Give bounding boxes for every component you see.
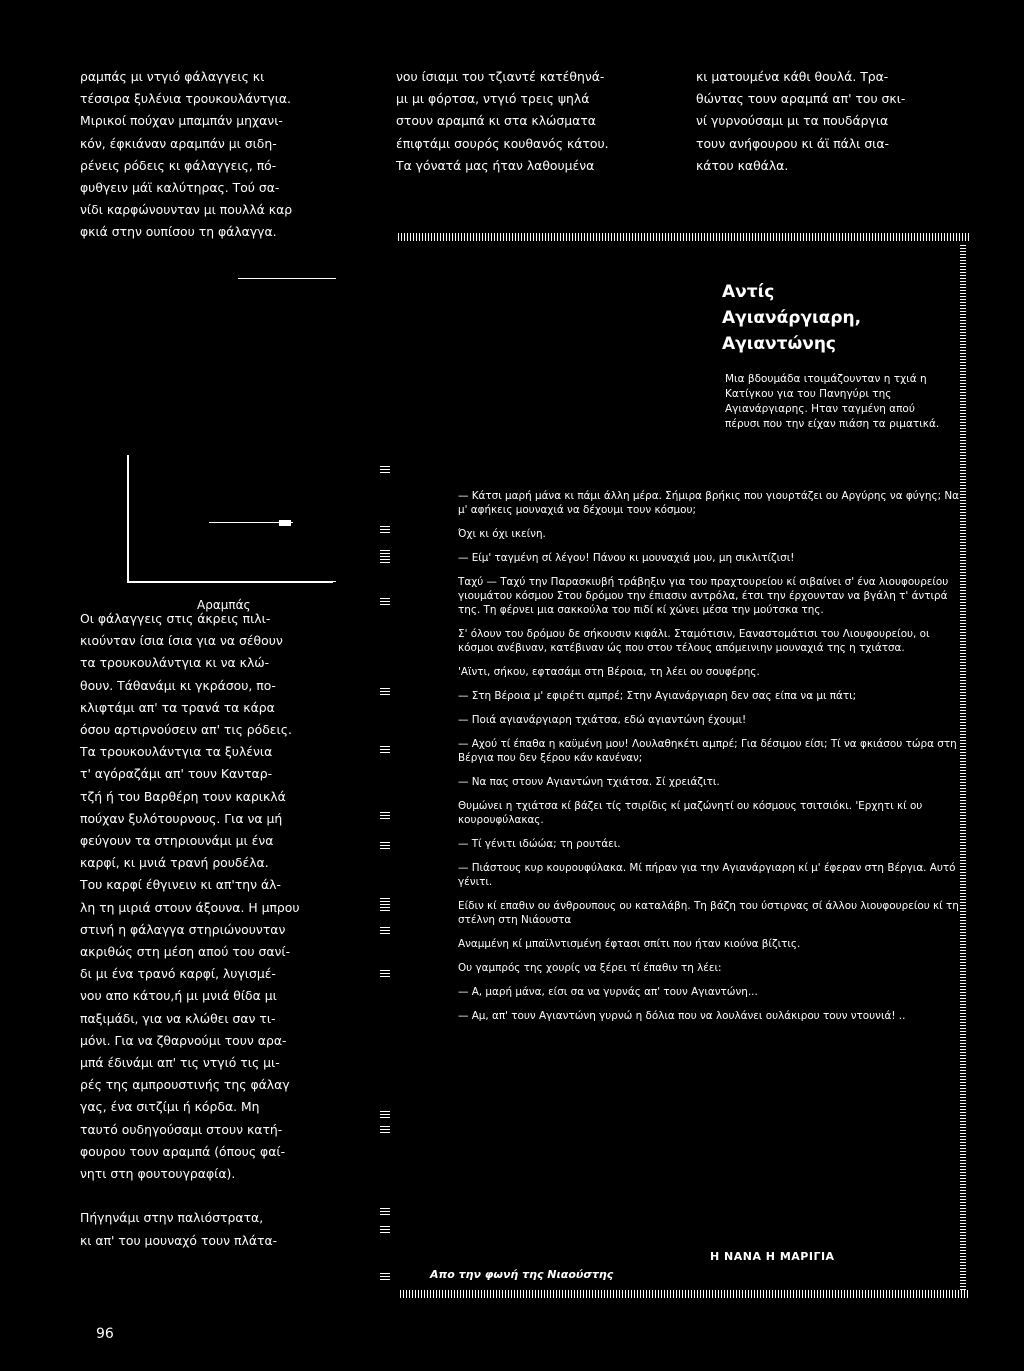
text-line: νητι στη φουτουγραφία). [80, 1166, 236, 1182]
text-line: νί γυρνούσαμι μι τα πουδάργια [696, 113, 889, 129]
text-line: μόνι. Για να ζθαρνούμι τουν αρα- [80, 1032, 287, 1048]
text-line: τζή ή του Βαρθέρη τουν καρικλά [80, 788, 286, 804]
text-line: κλιφτάμι απ' τα τρανά τα κάρα [80, 699, 275, 715]
text-line: φεύγουν τα στηριουνάμι μι ένα [80, 833, 274, 849]
column-mark [380, 746, 390, 754]
story-body [458, 489, 960, 1033]
story-paragraph: Ταχύ — Ταχύ την Παρασκιυβή τράβηξιν για του πραχτουρείου κί σιβαίνει σ' ένα λιουφουρείου γιουμάτου κόσμου Στου δρόμου την έπιασιν αντρόλα, έτσι την έρχουνταν να βγάλη τ' άντιρά της. Τη φέρνει μια σακκούλα του πιδί κί χώνει μέσα την μούτσκα της. [458, 576, 949, 616]
text-line: δι μι ένα τρανό καρφί, λυγισμέ- [80, 966, 276, 982]
column-mark [380, 1273, 390, 1281]
bottom-decorative-rule [400, 1290, 968, 1298]
text-line: κιούνταν ίσια ίσια για να σέθουν [80, 633, 283, 649]
column-mark [380, 812, 390, 820]
story-paragraph: Θυμώνει η τχιάτσα κί βάζει τίς τσιρίδις κί μαζώνητί ου κόσμους τσιτσιόκι. 'Ερχητι κί ου κουρουφύλακας. [458, 800, 923, 826]
text-line: κάτου καθάλα. [696, 157, 789, 173]
story-paragraph: — Να πας στουν Αγιαντώνη τχιάτσα. Σί χρειάζιτι. [458, 776, 720, 788]
text-line: θουν. Τάθανάμι κι γκράσου, πο- [80, 677, 276, 693]
text-line: φουρου τουν αραμπά (όπους φαί- [80, 1143, 286, 1159]
story-paragraph: — Αχού τί έπαθα η καϋμένη μου! Λουλαθηκέτι αμπρέ; Για δέσιμου είσι; Τί να φκιάσου τώρα στη Βέργια που δεν ξέρου κάν κανέναν; [458, 738, 957, 764]
column-mark [380, 927, 390, 935]
story-paragraph: 'Αϊντι, σήκου, εφτασάμι στη Βέροια, τη λέει ου σουφέρης. [458, 666, 760, 678]
text-line: στινή η φάλαγγα στηριώνουνταν [80, 921, 286, 937]
caption-rule [238, 581, 336, 582]
story-paragraph: — Είμ' ταγμένη σί λέγου! Πάνου κι μουναχιά μου, μη σικλιτίζισι! [458, 552, 795, 564]
text-line: ακριθώς στη μέση απού του σανί- [80, 944, 291, 960]
text-line: Πήγηνάμι στην παλιόστρατα, [80, 1210, 264, 1226]
story-paragraph: — Αμ, απ' τουν Αγιαντώνη γυρνώ η δόλια που να λουλάνει ουλάκιρου τουν ντουνιά! .. [458, 1010, 906, 1022]
text-line: μι μι φόρτσα, ντγιό τρεις ψηλά [396, 91, 590, 107]
text-line: λη τη μιριά στουν άξουνα. Η μπρου [80, 899, 300, 915]
frame-right-border [960, 245, 966, 1290]
text-line: καρφί, κι μνιά τρανή ρουδέλα. [80, 855, 269, 871]
text-line: ταυτό ουδηγούσαμι στουν κατή- [80, 1121, 283, 1137]
photo-arampas [127, 455, 374, 583]
text-line: παξιμάδι, για να κλώθει σαν τι- [80, 1010, 276, 1026]
text-line: τουν ανήφουρου κι άϊ πάλι σια- [696, 135, 889, 151]
middle-column [396, 66, 666, 177]
text-line: θώντας τουν αραμπά απ' του σκι- [696, 91, 906, 107]
story-paragraph: Σ' όλουν του δρόμου δε σήκουσιν κιφάλι. Σταμότισιν, Εαναστομάτισι του Λιουφουρείου, οι κόσμοι ανέβιναν, κατέβιναν ώς που στου τέλους απόμεινιην μουναχιά της η τχιάτσα. [458, 628, 930, 654]
text-line: ρές της αμπρουστινής της φάλαγ [80, 1077, 290, 1093]
text-line [80, 1185, 374, 1207]
story-title-line: Αντίς [722, 282, 775, 302]
photo-caption: Αραμπάς [197, 598, 251, 612]
left-column-top [80, 66, 374, 244]
text-line: έπιφτάμι σουρός κουθανός κάτου. [396, 135, 609, 151]
column-mark [380, 466, 390, 474]
story-title-line: Αγιαντώνης [722, 334, 837, 354]
text-line: Μιρικοί πούχαν μπαμπάν μηχανι- [80, 113, 283, 129]
text-line: ραμπάς μι ντγιό φάλαγγεις κι [80, 69, 265, 84]
text-line: όσου αρτιρνούσειν απ' τις ρόδεις. [80, 722, 292, 738]
text-line: τ' αγόραζάμι απ' τουν Κανταρ- [80, 766, 273, 782]
column-mark [380, 688, 390, 696]
text-line: κόν, έφκιάναν αραμπάν μι σιδη- [80, 135, 277, 151]
column-mark [380, 970, 390, 978]
column-mark [380, 1208, 390, 1216]
text-line: μπά έδινάμι απ' τις ντγιό τις μι- [80, 1055, 280, 1071]
page-number: 96 [96, 1326, 114, 1342]
column-mark [380, 1126, 390, 1134]
story-paragraph: — Ποιά αγιανάργιαρη τχιάτσα, εδώ αγιαντώνη έχουμι! [458, 714, 747, 726]
text-line: τα τρουκουλάντγια κι να κλώ- [80, 655, 270, 671]
text-line: κι ματουμένα κάθι θουλά. Τρα- [696, 69, 889, 84]
text-line: ρένεις ρόδεις κι φάλαγγεις, πό- [80, 157, 277, 173]
text-line: Τα γόνατά μας ήταν λαθουμένα [396, 157, 595, 173]
story-paragraph: Είδιν κί επαθιν ου άνθρουπους ου καταλάβη. Τη βάζη του ύστιρνας σί άλλου λιουφουρείου κί τη στέλνη στη Νιάουστα [458, 900, 959, 926]
story-paragraph: Αναμμένη κί μπαϊλντισμένη έφτασι σπίτι που ήταν κιούνα βίζιτις. [458, 938, 801, 950]
story-paragraph: Ου γαμπρός της χουρίς να ξέρει τί έπαθιν τη λέει: [458, 962, 722, 974]
right-column [696, 66, 958, 177]
top-decorative-rule [398, 233, 970, 241]
story-signature: Η ΝΑΝΑ Η ΜΑΡΙΓΙΑ [710, 1250, 835, 1263]
story-paragraph: — Α, μαρή μάνα, είσι σα να γυρνάς απ' τουν Αγιαντώνη... [458, 986, 758, 998]
story-title [722, 279, 861, 357]
story-source: Απο την φωνή της Νιαούστης [430, 1268, 614, 1281]
photo-top-rule [238, 278, 336, 279]
text-line: νου ίσιαμι του τζιαντέ κατέθηνά- [396, 69, 605, 84]
left-column-bottom [80, 608, 374, 1252]
story-paragraph: — Πιάστους κυρ κουρουφύλακα. Μί πήραν για την Αγιανάργιαρη κί μ' έφεραν στη Βέργια. Αυτό γένιτι. [458, 862, 956, 888]
text-line: Τα τρουκουλάντγια τα ξυλένια [80, 744, 273, 760]
column-mark [380, 898, 390, 912]
column-mark [380, 1111, 390, 1119]
column-mark [380, 1226, 390, 1234]
text-line: πούχαν ξυλότουρνους. Για να μή [80, 810, 283, 826]
story-title-line: Αγιανάργιαρη, [722, 308, 862, 328]
column-mark [380, 550, 390, 564]
story-paragraph: — Στη Βέροια μ' εφιρέτι αμπρέ; Στην Αγιανάργιαρη δεν σας είπα να μι πάτι; [458, 690, 857, 702]
story-paragraph: — Τί γένιτι ιδώώα; τη ρουτάει. [458, 838, 621, 850]
text-line: νου απο κάτου,ή μι μνιά θίδα μι [80, 988, 277, 1004]
text-line: νίδι καρφώνουνταν μι πουλλά καρ [80, 202, 293, 218]
text-line: Του καρφί έθγινειν κι απ'την άλ- [80, 877, 281, 893]
text-line: Οι φάλαγγεις στις άκρεις πιλι- [80, 611, 271, 626]
column-mark [380, 598, 390, 606]
text-line: τέσσιρα ξυλένια τρουκουλάντγια. [80, 91, 291, 107]
column-mark [380, 842, 390, 850]
story-paragraph: Όχι κι όχι ικείνη. [458, 528, 546, 540]
text-line: κι απ' του μουναχό τουν πλάτα- [80, 1232, 278, 1248]
text-line: γας, ένα σιτζίμι ή κόρδα. Μη [80, 1099, 260, 1115]
story-intro: Μια βδουμάδα ιτοιμάζουνταν η τχιά η Κατίγκου για του Πανηγύρι της Αγιανάργιαρης. Ηταν ταγμένη απού πέρυσι που την είχαν πιάση τα ριματικά. [725, 373, 940, 430]
text-line: φυθγειν μάϊ καλύτηρας. Τού σα- [80, 180, 280, 196]
text-line: στουν αραμπά κι στα κλώσματα [396, 113, 596, 129]
text-line: φκιά στην ουπίσου τη φάλαγγα. [80, 224, 277, 240]
story-paragraph: — Κάτσι μαρή μάνα κι πάμι άλλη μέρα. Σήμιρα βρήκις που γιουρτάζει ου Αργύρης να φύγης; Να μ' αφήκεις μουναχιά να δέχουμι τουν κόσμου; [458, 490, 959, 516]
column-mark [380, 526, 390, 534]
